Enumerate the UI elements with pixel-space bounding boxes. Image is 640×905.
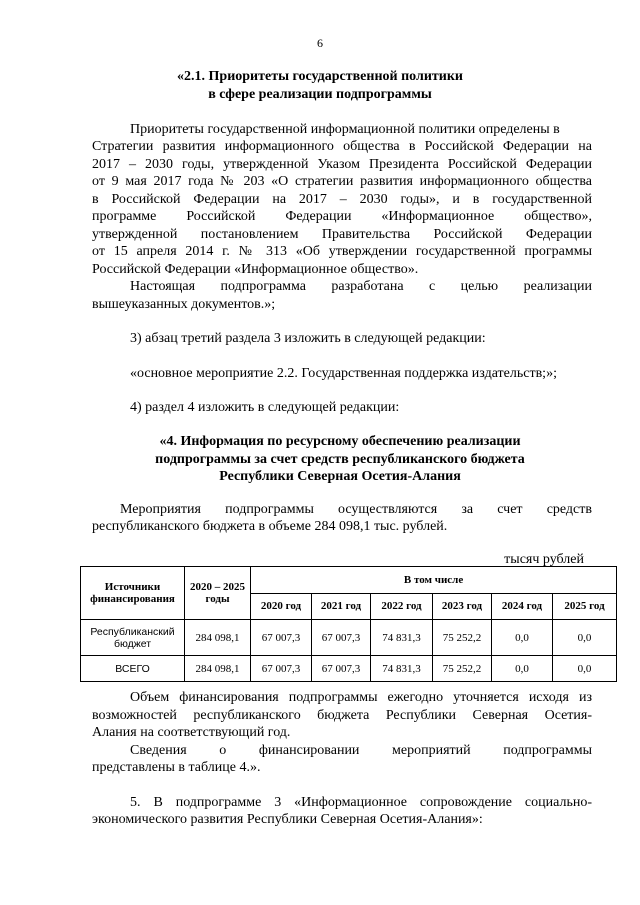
financing-table: [80, 566, 617, 682]
row-value: 74 831,3: [371, 656, 433, 682]
priorities-line: программе Российской Федерации «Информационное общество»,: [92, 209, 592, 224]
section-21-title-line2: в сфере реализации подпрограммы: [208, 87, 432, 102]
header-year: 2024 год: [492, 593, 553, 620]
row-value: 0,0: [553, 620, 617, 656]
priorities-line: Российской Федерации «Информационное общество».: [92, 262, 419, 277]
header-year: 2025 год: [553, 593, 617, 620]
row-value: 67 007,3: [312, 620, 371, 656]
header-year: 2020 год: [251, 593, 312, 620]
row-value: 0,0: [553, 656, 617, 682]
row-value: 0,0: [492, 620, 553, 656]
page-number: 6: [317, 36, 323, 50]
row-value: 0,0: [492, 656, 553, 682]
table-header-row: [81, 567, 617, 594]
priorities-line: от 9 мая 2017 года № 203 «О стратегии развития информационного общества: [92, 174, 592, 189]
table-row: [81, 620, 617, 656]
item-3-text: 3) абзац третий раздела 3 изложить в следующей редакции:: [130, 331, 486, 346]
volume-line: Алания на соответствующий год.: [92, 725, 291, 740]
volume-line: возможностей республиканского бюджета Республики Северная Осетия-: [92, 708, 592, 723]
row-total: 284 098,1: [185, 620, 251, 656]
priorities-line: Стратегии развития информационного общества в Российской Федерации на: [92, 139, 592, 154]
events-line: Мероприятия подпрограммы осуществляются за счет средств: [120, 502, 592, 517]
row-value: 67 007,3: [312, 656, 371, 682]
row-value: 75 252,2: [433, 656, 492, 682]
row-value: 67 007,3: [251, 620, 312, 656]
header-year: 2021 год: [312, 593, 371, 620]
section-4-title-line3: Республики Северная Осетия-Алания: [219, 469, 461, 484]
priorities-line: в Российской Федерации на 2017 – 2030 годы», и в государственной: [92, 192, 592, 207]
table-row: [81, 656, 617, 682]
quote-event-text: «основное мероприятие 2.2. Государственная поддержка издательств;»;: [130, 366, 557, 381]
section-4-title-line2: подпрограммы за счет средств республиканского бюджета: [155, 452, 525, 467]
events-line: республиканского бюджета в объеме 284 098,1 тыс. рублей.: [92, 519, 448, 534]
row-source: ВСЕГО: [81, 656, 185, 682]
row-value: 67 007,3: [251, 656, 312, 682]
units-label: тысяч рублей: [504, 552, 584, 567]
row-value: 75 252,2: [433, 620, 492, 656]
header-year: 2023 год: [433, 593, 492, 620]
purpose-line: Настоящая подпрограмма разработана с целью реализации: [130, 279, 592, 294]
section-21-title-line1: «2.1. Приоритеты государственной политики: [177, 69, 463, 84]
header-total: 2020 – 2025 годы: [185, 567, 251, 620]
item-4-text: 4) раздел 4 изложить в следующей редакции:: [130, 400, 400, 415]
section-4-title-line1: «4. Информация по ресурсному обеспечению реализации: [159, 434, 521, 449]
volume-line: Объем финансирования подпрограммы ежегодно уточняется исходя из: [130, 690, 592, 705]
header-including: В том числе: [251, 567, 617, 594]
priorities-line: 2017 – 2030 годы, утвержденной Указом Президента Российской Федерации: [92, 157, 592, 172]
info-line: представлены в таблице 4.».: [92, 760, 261, 775]
item-5-line: 5. В подпрограмме 3 «Информационное сопровождение социально-: [130, 795, 592, 810]
priorities-line: от 15 апреля 2014 г. № 313 «Об утверждении государственной программы: [92, 244, 592, 259]
header-year: 2022 год: [371, 593, 433, 620]
header-source: Источники финансирования: [81, 567, 185, 620]
purpose-line: вышеуказанных документов.»;: [92, 297, 276, 312]
priorities-line: Приоритеты государственной информационной политики определены в: [130, 122, 560, 137]
row-value: 74 831,3: [371, 620, 433, 656]
priorities-line: утвержденной постановлением Правительства Российской Федерации: [92, 227, 592, 242]
item-5-line: экономического развития Республики Северная Осетия-Алания»:: [92, 812, 483, 827]
row-source: Республиканский бюджет: [81, 620, 185, 656]
row-total: 284 098,1: [185, 656, 251, 682]
info-line: Сведения о финансировании мероприятий подпрограммы: [130, 743, 592, 758]
